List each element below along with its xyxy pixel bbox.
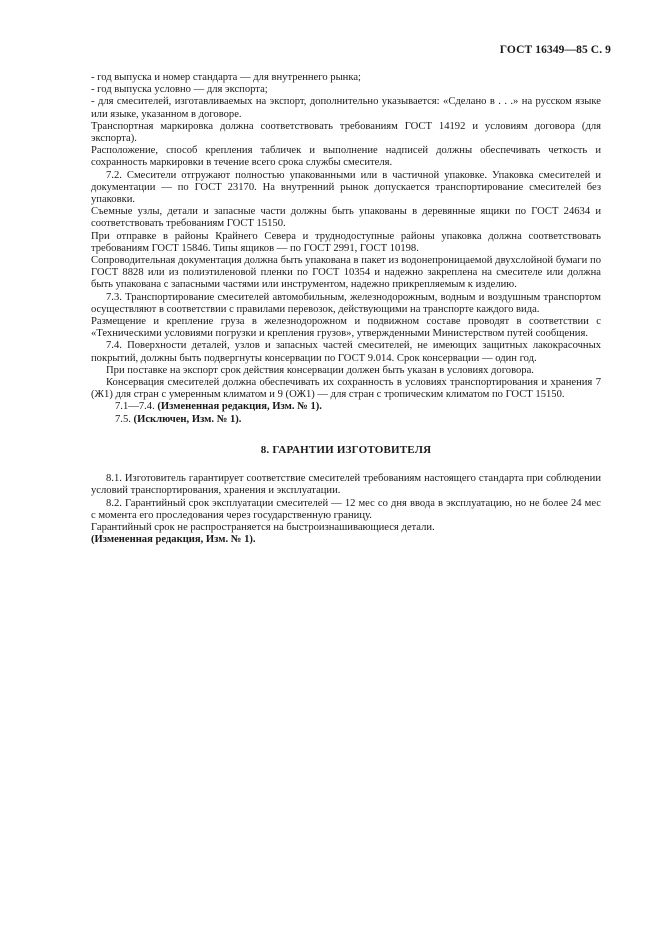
paragraph: Консервация смесителей должна обеспечивать их сохранность в условиях транспортирования и хранения 7 (Ж1) для стран с умеренным климатом и 9 (ОЖ1) — для стран с тропическим климатом по ГОСТ 15150. xyxy=(91,377,601,401)
paragraph: - год выпуска и номер стандарта — для внутреннего рынка; xyxy=(91,72,361,83)
section-7-text xyxy=(91,72,601,401)
amendment-line xyxy=(91,401,601,413)
paragraph: Съемные узлы, детали и запасные части должны быть упакованы в деревянные ящики по ГОСТ 24634 и соответствовать требованиям ГОСТ 15150. xyxy=(91,206,601,230)
paragraph: При отправке в районы Крайнего Севера и труднодоступные районы упаковка должна соответствовать требованиям ГОСТ 15846. Типы ящиков — по ГОСТ 2991, ГОСТ 10198. xyxy=(91,230,601,254)
paragraph: 8.2. Гарантийный срок эксплуатации смесителей — 12 мес со дня ввода в эксплуатацию, но не более 24 мес с момента его проследования через государственную границу. xyxy=(91,497,601,521)
amendment-line xyxy=(91,414,601,426)
amendment-prefix: 7.1—7.4. xyxy=(115,401,158,413)
paragraph: Сопроводительная документация должна быть упакована в пакет из водонепроницаемой двухслойной бумаги по ГОСТ 8828 или из полиэтиленовой пленки по ГОСТ 10354 и надежно закреплена на смесителе или должна быть упакована с запасными частями или инструментом, надежно прикрепляемым к изделию. xyxy=(91,255,601,291)
paragraph: - для смесителей, изготавливаемых на экспорт, дополнительно указывается: «Сделано в . . .» на русском языке или языке, указанном в договоре. xyxy=(91,96,601,120)
final-amendment-note: (Измененная редакция, Изм. № 1). xyxy=(91,534,256,546)
paragraph: 7.3. Транспортирование смесителей автомобильным, железнодорожным, водным и воздушным транспортом осуществляют в соответствии с правилами перевозок, действующими на транспорте каждого вида. xyxy=(91,291,601,315)
paragraph: Размещение и крепление груза в железнодорожном и подвижном составе проводят в соответствии с «Техническими условиями погрузки и крепления грузов», утвержденными Министерством путей сообщения. xyxy=(91,316,601,340)
amendment-prefix: 7.5. xyxy=(115,413,134,425)
paragraph: - год выпуска условно — для экспорта; xyxy=(91,84,268,96)
paragraph: Гарантийный срок не распространяется на быстроизнашивающиеся детали. xyxy=(91,521,435,533)
section-heading: 8. ГАРАНТИИ ИЗГОТОВИТЕЛЯ xyxy=(260,443,432,456)
section-8-text xyxy=(91,473,601,534)
paragraph: 7.2. Смесители отгружают полностью упакованными или в частичной упаковке. Упаковка смесителей и документации — по ГОСТ 23170. На внутренний рынок допускается транспортирование смесителей без упаковки. xyxy=(91,169,601,206)
paragraph: 7.4. Поверхности деталей, узлов и запасных частей смесителей, не имеющих защитных лакокрасочных покрытий, должны быть подвергнуты консервации по ГОСТ 9.014. Срок консервации — один год. xyxy=(91,340,601,364)
amendment-bold: (Исключен, Изм. № 1). xyxy=(133,413,242,425)
paragraph: 8.1. Изготовитель гарантирует соответствие смесителей требованиям настоящего стандарта при соблюдении условий транспортирования, хранения и эксплуатации. xyxy=(91,473,601,497)
page-header: ГОСТ 16349—85 С. 9 xyxy=(499,44,611,56)
paragraph: Расположение, способ крепления табличек и выполнение надписей должны обеспечивать четкость и сохранность маркировки в течение всего срока службы смесителя. xyxy=(91,145,601,169)
amendment-notes xyxy=(91,401,601,425)
document-body xyxy=(91,72,601,546)
paragraph: При поставке на экспорт срок действия консервации должен быть указан в условиях договора. xyxy=(106,364,534,376)
paragraph: Транспортная маркировка должна соответствовать требованиям ГОСТ 14192 и условиям договора (для экспорта). xyxy=(91,120,601,145)
amendment-bold: (Измененная редакция, Изм. № 1). xyxy=(157,401,322,413)
